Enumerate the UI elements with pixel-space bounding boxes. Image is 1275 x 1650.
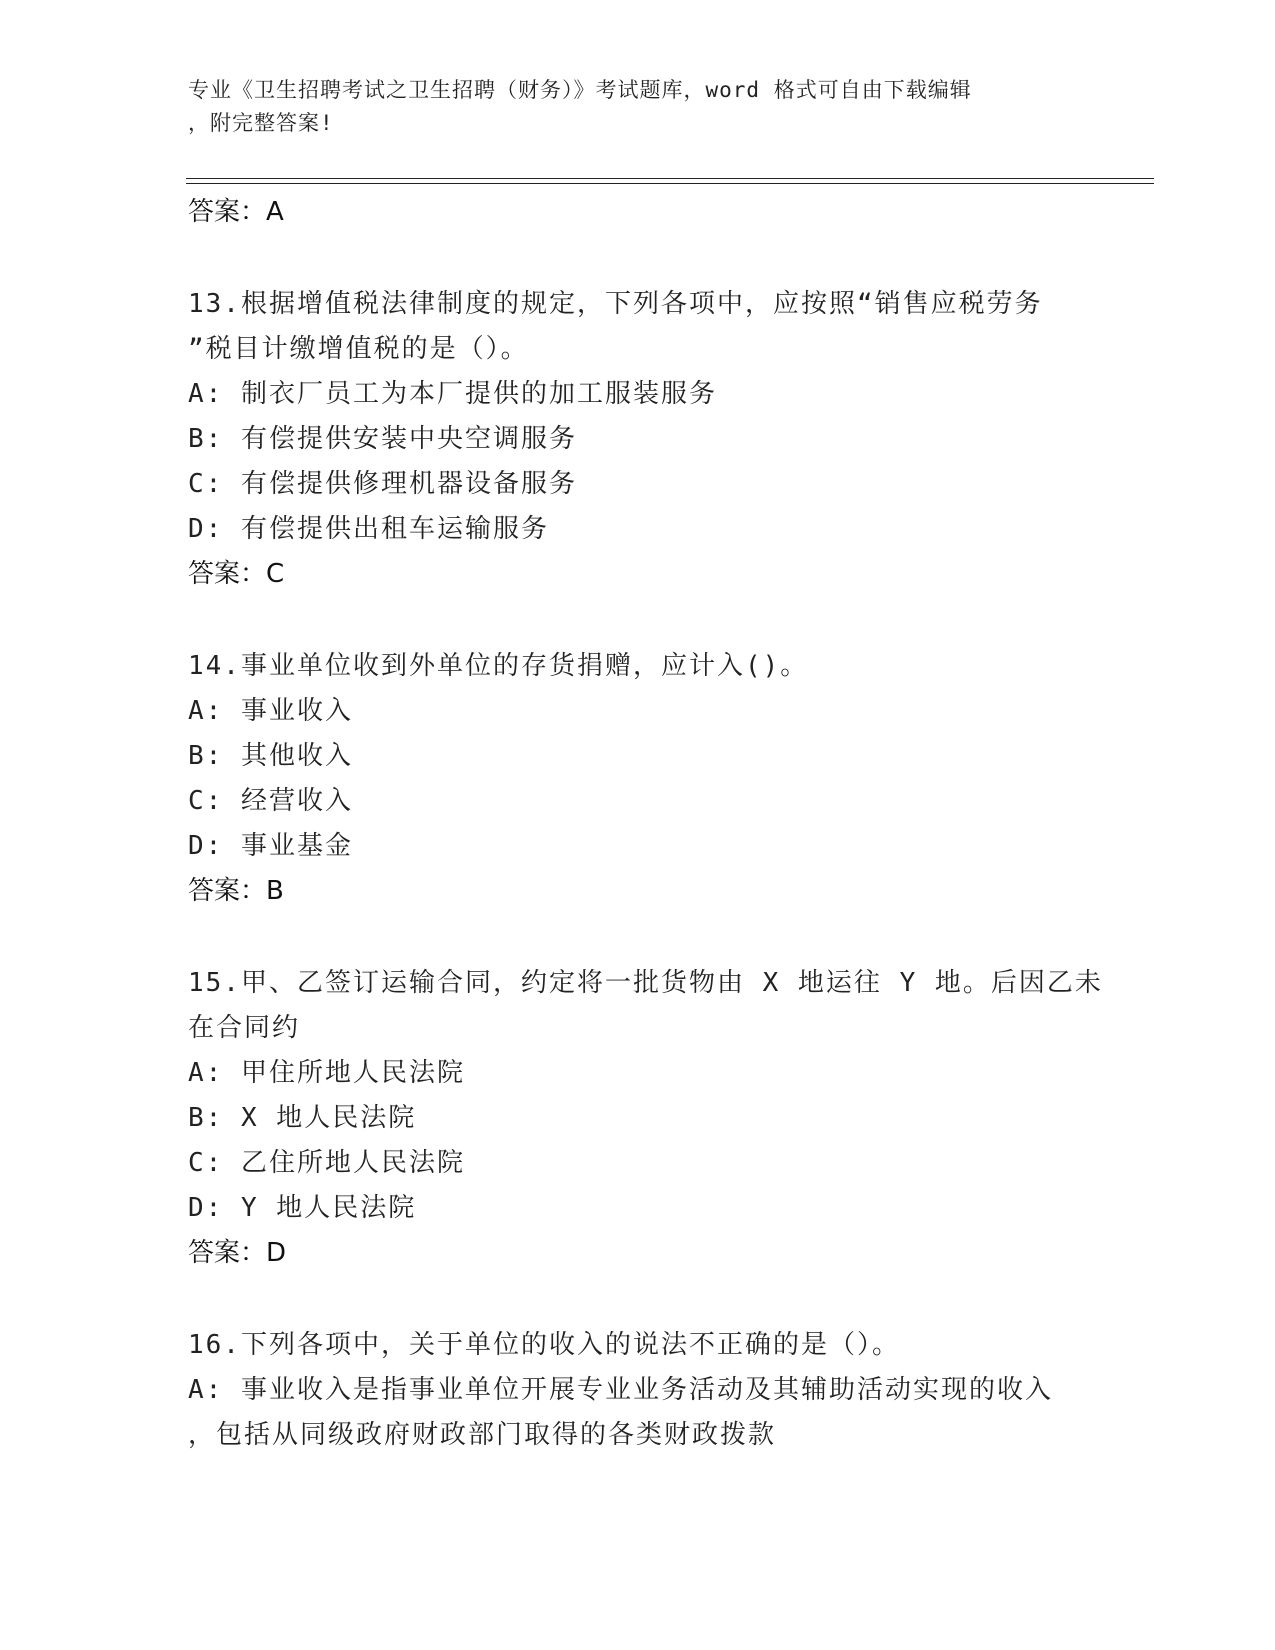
option-letter: A: [188,1375,224,1405]
option-letter: C: [188,1148,224,1178]
option-letter: A: [188,379,224,409]
option-letter: B: [188,1103,224,1133]
option-text: 经营收入 [240,786,353,816]
answer-line [188,869,1068,913]
option-c [188,462,1068,507]
question-text-line: 13.根据增值税法律制度的规定，下列各项中，应按照“销售应税劳务 [188,289,1043,319]
answer-label: 答案： [188,197,267,227]
option-text: 制衣厂员工为本厂提供的加工服装服务 [240,379,717,409]
option-text: 甲住所地人民法院 [240,1058,465,1088]
option-letter: B: [188,424,224,454]
header-line-2: ，附完整答案! [188,111,334,135]
option-text: X 地人民法院 [240,1103,417,1133]
answer-line [188,1231,1068,1275]
header-line-1: 专业《卫生招聘考试之卫生招聘（财务）》考试题库，word 格式可自由下载编辑 [188,78,972,102]
question-text [188,961,1103,1051]
option-letter: D: [188,514,224,544]
header-divider-top [186,178,1154,179]
option-text: 事业收入是指事业单位开展专业业务活动及其辅助活动实现的收入 [240,1375,1053,1405]
option-text: 事业收入 [240,696,353,726]
option-c [188,779,1068,824]
option-text: 事业基金 [240,831,353,861]
answer-line [188,552,1068,596]
answer-label: 答案： [188,559,267,589]
option-a [188,372,1068,417]
option-letter: A: [188,696,224,726]
header-divider-bottom [186,183,1154,184]
document-header [188,74,1068,140]
option-letter: B: [188,741,224,771]
question-text-line: 14.事业单位收到外单位的存货捐赠，应计入()。 [188,651,809,681]
option-letter: C: [188,786,224,816]
question-text-line: 在合同约 [188,1013,301,1043]
question-16 [188,1323,1068,1458]
question-text [188,644,1068,689]
option-a [188,689,1068,734]
option-text: 有偿提供出租车运输服务 [240,514,549,544]
answer-value: B [266,876,284,906]
answer-value: D [266,1238,287,1268]
option-text: 有偿提供安装中央空调服务 [240,424,577,454]
option-a-continuation [188,1413,1068,1458]
option-b [188,1096,1068,1141]
question-list [188,190,1103,1458]
answer-label: 答案： [188,876,267,906]
question-text-line: 16.下列各项中，关于单位的收入的说法不正确的是（）。 [188,1330,900,1360]
option-a [188,1051,1068,1096]
option-text: 其他收入 [240,741,353,771]
option-text: 有偿提供修理机器设备服务 [240,469,577,499]
answer-value: C [266,559,285,589]
option-letter: D: [188,1193,224,1223]
answer-value: A [266,197,284,227]
option-letter: C: [188,469,224,499]
question-text [188,1323,1068,1368]
option-d [188,507,1068,552]
question-13 [188,282,1068,596]
option-a [188,1368,1068,1413]
option-text: Y 地人民法院 [240,1193,417,1223]
question-text-line: 15.甲、乙签订运输合同，约定将一批货物由 X 地运往 Y 地。后因乙未 [188,968,1103,998]
option-d [188,1186,1068,1231]
option-text-continuation: ，包括从同级政府财政部门取得的各类财政拨款 [188,1420,777,1450]
answer-label: 答案： [188,1238,267,1268]
option-letter: A: [188,1058,224,1088]
question-text [188,282,1068,372]
option-text: 乙住所地人民法院 [240,1148,465,1178]
question-14 [188,644,1068,913]
option-b [188,734,1068,779]
option-c [188,1141,1068,1186]
option-b [188,417,1068,462]
question-15 [188,961,1103,1275]
question-text-line: ”税目计缴增值税的是（）。 [188,334,529,364]
option-letter: D: [188,831,224,861]
answer-line [188,190,1068,234]
option-d [188,824,1068,869]
